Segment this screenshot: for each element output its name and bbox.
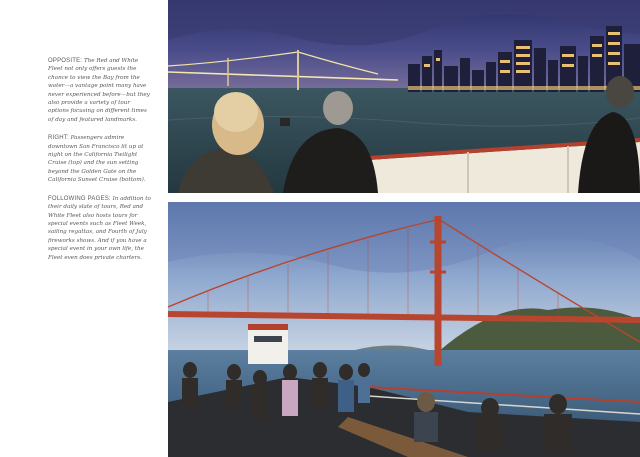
photo-twilight-cruise <box>168 0 640 193</box>
caption-column <box>48 57 152 272</box>
caption-tag: FOLLOWING PAGES: <box>48 195 111 202</box>
caption-following-pages <box>48 195 152 262</box>
caption-tag: RIGHT: <box>48 135 69 142</box>
caption-tag: OPPOSITE: <box>48 58 83 64</box>
caption-right <box>48 134 152 184</box>
caption-text: The Red and White Fleet not only offers guests the chance to view the Bay from the water—a vantage point many have never experienced before—but they also provide a variety of tour options focusing on different times of day and featured landmarks. <box>48 58 150 123</box>
caption-opposite <box>48 57 152 124</box>
caption-text: In addition to their daily slate of tours, Red and White Fleet also hosts tours for special events such as Fleet Week, sailing regattas, and Fourth of July fireworks shows. And if you have a special event in your own life, the Fleet even does private charters. <box>48 195 151 261</box>
caption-text: Passengers admire downtown San Francisco lit up at night on the California Twilight Cruise (top) and the sun setting beyond the Golden Gate on the California Sunset Cruise (bottom). <box>48 135 146 184</box>
photo-sunset-cruise <box>168 202 640 457</box>
